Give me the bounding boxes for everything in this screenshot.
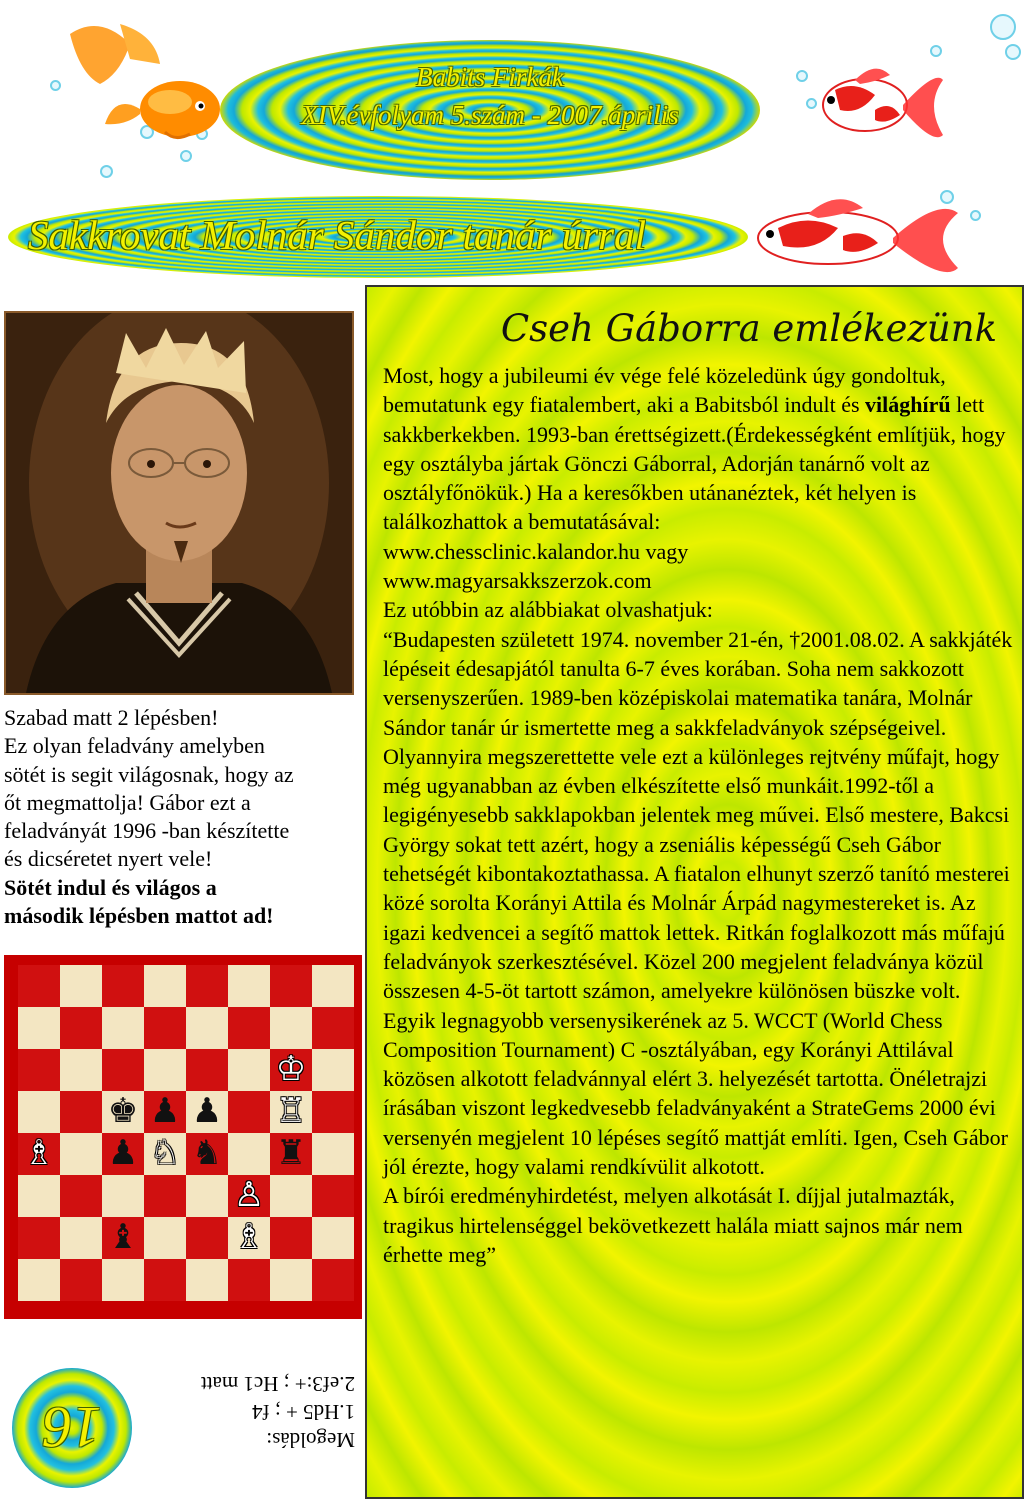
chess-piece-black: ♝	[107, 1219, 139, 1256]
board-square-f7	[228, 1007, 270, 1049]
board-square-g5	[270, 1091, 312, 1133]
board-square-h8	[312, 965, 354, 1007]
article-intro-text: lett sakkberkekben. 1993-ban érettségizett.(Érdekességként említjük, hogy egy osztályba jártak Gönczi Gáborral, Adorján tanárnő volt az osztályfőnökük.) Ha a keresőkben utánanéztek, két helyen is találkozhattok a bemutatásával:	[383, 392, 1006, 535]
board-square-a8	[18, 965, 60, 1007]
board-square-f3	[228, 1175, 270, 1217]
chess-piece-white: ♖	[275, 1093, 307, 1130]
red-white-fish-illustration	[815, 60, 945, 160]
board-square-b4	[60, 1133, 102, 1175]
board-square-f4	[228, 1133, 270, 1175]
board-square-h2	[312, 1217, 354, 1259]
chess-piece-white: ♘	[149, 1135, 181, 1172]
portrait-photo	[4, 311, 354, 695]
page-number: 16	[43, 1395, 101, 1461]
board-square-b1	[60, 1259, 102, 1301]
board-square-b3	[60, 1175, 102, 1217]
board-square-h4	[312, 1133, 354, 1175]
board-square-d7	[144, 1007, 186, 1049]
board-square-b7	[60, 1007, 102, 1049]
chess-piece-black: ♟	[149, 1093, 181, 1130]
bubble-decoration	[796, 70, 808, 82]
board-square-e3	[186, 1175, 228, 1217]
upside-down-solution	[130, 1370, 355, 1454]
article-intro-text: Most, hogy a jubileumi év vége felé közeledünk úgy gondoltuk, bemutatunk egy fiatalembert, aki a Babitsból indult és	[383, 363, 946, 418]
bubble-decoration	[1005, 44, 1021, 60]
board-square-c6	[102, 1049, 144, 1091]
board-square-a5	[18, 1091, 60, 1133]
masthead-issue: XIV.évfolyam 5.szám - 2007.április	[301, 100, 679, 130]
bubble-decoration	[930, 45, 942, 57]
board-square-b8	[60, 965, 102, 1007]
board-square-b2	[60, 1217, 102, 1259]
board-square-d6	[144, 1049, 186, 1091]
caption-line: őt megmattolja! Gábor ezt a	[4, 789, 251, 815]
board-square-g3	[270, 1175, 312, 1217]
chess-piece-black: ♜	[275, 1135, 307, 1172]
board-square-e4	[186, 1133, 228, 1175]
goldfish-illustration	[60, 14, 220, 144]
bubble-decoration	[180, 150, 192, 162]
article-title: Cseh Gáborra emlékezünk	[500, 307, 997, 350]
board-square-a7	[18, 1007, 60, 1049]
board-square-g8	[270, 965, 312, 1007]
board-square-e8	[186, 965, 228, 1007]
masthead	[220, 58, 760, 134]
article-bold-word: világhírű	[865, 392, 951, 418]
board-square-d5	[144, 1091, 186, 1133]
board-square-c4	[102, 1133, 144, 1175]
chess-piece-black: ♟	[191, 1093, 223, 1130]
board-square-a6	[18, 1049, 60, 1091]
board-square-c8	[102, 965, 144, 1007]
board-square-e5	[186, 1091, 228, 1133]
board-square-a2	[18, 1217, 60, 1259]
board-square-h1	[312, 1259, 354, 1301]
article-url-1: www.chessclinic.kalandor.hu vagy	[383, 538, 689, 564]
board-square-b6	[60, 1049, 102, 1091]
board-square-g6	[270, 1049, 312, 1091]
article-closing: A bírói eredményhirdetést, melyen alkotását I. díjjal jutalmazták, tragikus hirtelenséggel bekövetkezett halála miatt sajnos már nem érhette meg”	[383, 1183, 963, 1267]
chess-piece-white: ♗	[233, 1219, 265, 1256]
bubble-decoration	[100, 165, 113, 178]
caption-line: Ez olyan feladvány amelyben	[4, 733, 265, 759]
bubble-decoration	[970, 210, 981, 221]
board-square-e2	[186, 1217, 228, 1259]
board-square-a1	[18, 1259, 60, 1301]
board-square-e1	[186, 1259, 228, 1301]
chess-piece-black: ♚	[107, 1093, 139, 1130]
board-square-g2	[270, 1217, 312, 1259]
puzzle-caption	[4, 704, 366, 930]
article-quote: “Budapesten született 1974. november 21-én, †2001.08.02. A sakkjáték lépéseit édesapjától tanulta 6-7 éves korában. Soha nem sakkozott versenyszerűen. 1989-ben középiskolai matematika tanára, Molnár Sándor tanár úr ismertette meg a sakkfeladványok szépségeivel. Olyannyira megszerettette vele ezt a különleges rejtvény műfajt, hogy még ugyanabban az évben elkészítette első munkáit.1992-től a legigényesebb sakklapokban jelentek meg művei. Első mestere, Bakcsi György sokat tett azért, hogy a zseniális képességű Cseh Gábor tehetségét kibontakoztathassa. A fiatalon elhunyt szerző tanító mesterei közé sorolta Korányi Attila és Molnár Árpád nagymestereket is. Az igazi kedvencei a segítő mattok lettek. Ritkán foglalkozott más műfajú feladványok szerkesztésével. Közel 200 megjelent feladványa közül összesen 4-5-öt tartott számon, amelyekre különösen büszke volt. Egyik legnagyobb versenysikerének az 5. WCCT (World Chess Composition Tournament) C -osztályában, egy Korányi Attilával közösen alkotott feladvánnyal elért 3. helyezését tartotta. Önéletrajzi írásában viszont legkedvesebb feladványaként a StrateGems 2000 évi versenyén megjelent 10 lépéses segítő mattját említi. Igen, Cseh Gábor jól érezte, hogy valami rendkívülit alkotott.	[383, 626, 1013, 1180]
caption-bold-line: Sötét indul és világos a	[4, 874, 217, 900]
board-square-d2	[144, 1217, 186, 1259]
article-intro	[383, 361, 1013, 537]
board-square-b5	[60, 1091, 102, 1133]
portrait-illustration	[6, 313, 352, 693]
caption-line: Szabad matt 2 lépésben!	[4, 705, 219, 730]
masthead-title: Babits Firkák	[416, 62, 564, 92]
board-square-f2	[228, 1217, 270, 1259]
red-white-fish-illustration	[748, 188, 963, 288]
chess-piece-white: ♔	[275, 1051, 307, 1088]
caption-bold-line: második lépésben mattot ad!	[4, 903, 274, 929]
solution-label: Megoldás:	[266, 1428, 355, 1452]
board-square-g1	[270, 1259, 312, 1301]
board-square-e6	[186, 1049, 228, 1091]
article-box	[365, 285, 1024, 1499]
board-square-d1	[144, 1259, 186, 1301]
chess-piece-white: ♙	[233, 1177, 265, 1214]
caption-line: feladványát 1996 -ban készítette	[4, 818, 290, 844]
board-square-d8	[144, 965, 186, 1007]
caption-line: és dicséretet nyert vele!	[4, 846, 213, 872]
solution-move-1: 1.Hd5 + ; f4	[252, 1400, 355, 1424]
board-square-f1	[228, 1259, 270, 1301]
board-square-f6	[228, 1049, 270, 1091]
article-body	[383, 361, 1013, 1269]
board-square-e7	[186, 1007, 228, 1049]
board-square-c3	[102, 1175, 144, 1217]
board-square-h3	[312, 1175, 354, 1217]
section-banner-title: Sakkrovat Molnár Sándor tanár úrral	[28, 212, 647, 258]
board-square-a3	[18, 1175, 60, 1217]
chessboard	[18, 965, 354, 1301]
bubble-decoration	[990, 14, 1016, 40]
board-square-g4	[270, 1133, 312, 1175]
board-square-c1	[102, 1259, 144, 1301]
chess-piece-black: ♟	[107, 1135, 139, 1172]
chessboard-frame	[4, 955, 362, 1319]
board-square-a4	[18, 1133, 60, 1175]
board-square-f5	[228, 1091, 270, 1133]
board-square-f8	[228, 965, 270, 1007]
article-url-2: www.magyarsakkszerzok.com	[383, 568, 652, 594]
chess-piece-black: ♞	[191, 1135, 223, 1172]
board-square-g7	[270, 1007, 312, 1049]
caption-line: sötét is segit világosnak, hogy az	[4, 761, 294, 787]
board-square-c7	[102, 1007, 144, 1049]
article-intro-2: Ez utóbbin az alábbiakat olvashatjuk:	[383, 597, 713, 623]
board-square-h6	[312, 1049, 354, 1091]
board-square-d4	[144, 1133, 186, 1175]
board-square-c2	[102, 1217, 144, 1259]
board-square-d3	[144, 1175, 186, 1217]
board-square-c5	[102, 1091, 144, 1133]
solution-move-2: 2.ef3:+ ; Hc1 matt	[200, 1372, 355, 1396]
board-square-h7	[312, 1007, 354, 1049]
chess-piece-white: ♗	[23, 1135, 55, 1172]
board-square-h5	[312, 1091, 354, 1133]
